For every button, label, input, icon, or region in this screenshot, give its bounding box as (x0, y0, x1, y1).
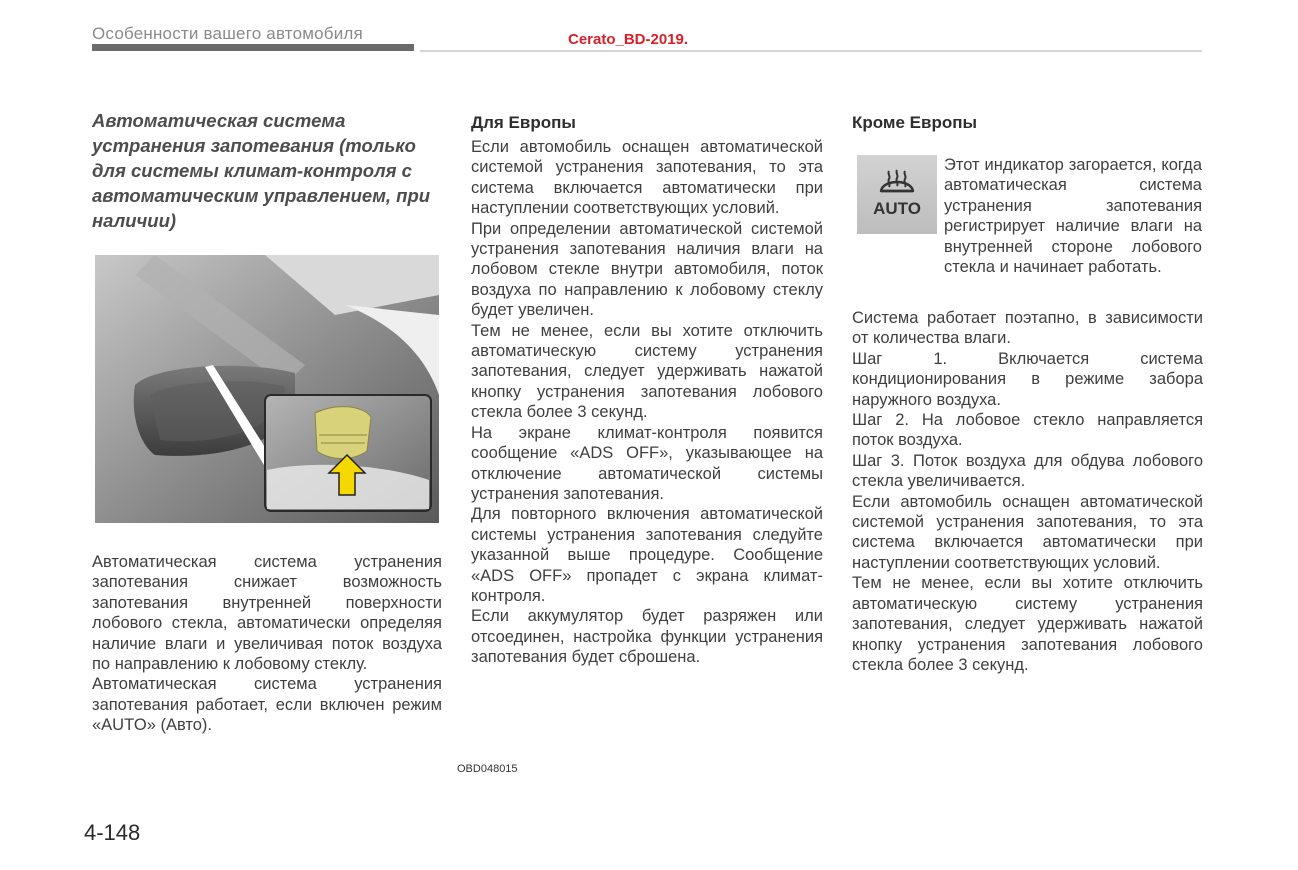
paragraph: Для повторного включения автоматической системы устранения запотевания следуйте указанной выше процедуре. Сообщение «ADS OFF» пропадет с экрана климат-контроля. (471, 505, 823, 605)
document-tag: Cerato_BD-2019. (568, 31, 689, 48)
paragraph: Автоматическая система устранения запотевания работает, если включен режим «AUTO» (Авто). (92, 675, 442, 735)
paragraph: Если автомобиль оснащен автоматической системой устранения запотевания, то эта система включается автоматически при наступлении соответствующих условий. (471, 138, 823, 218)
column3-body (852, 308, 1203, 675)
column3-heading: Кроме Европы (852, 113, 978, 132)
indicator-description (944, 155, 1202, 277)
paragraph: Если аккумулятор будет разряжен или отсоединен, настройка функции устранения запотевания будет сброшена. (471, 607, 823, 667)
column2-body (471, 137, 823, 668)
column2-heading: Для Европы (471, 113, 576, 132)
paragraph: Шаг 3. Поток воздуха для обдува лобового стекла увеличивается. (852, 451, 1203, 491)
header-bar (92, 44, 414, 51)
paragraph: Если автомобиль оснащен автоматической системой устранения запотевания, то эта система включается автоматически при наступлении соответствующих условий. (852, 492, 1203, 572)
paragraph: На экране климат-контроля появится сообщение «ADS OFF», указывающее на отключение автоматической системы устранения запотевания. (471, 423, 823, 503)
figure-code: OBD048015 (453, 763, 522, 775)
paragraph: Этот индикатор загорается, когда автоматическая система устранения запотевания регистрирует наличие влаги на внутренней стороне лобового стекла и начинает работать. (944, 156, 1202, 277)
paragraph: Тем не менее, если вы хотите отключить автоматическую систему устранения запотевания, следует удерживать нажатой кнопку устранения запотевания лобового стекла более 3 секунд. (471, 321, 823, 422)
paragraph: Шаг 1. Включается система кондиционирования в режиме забора наружного воздуха. (852, 349, 1203, 409)
indicator-label: AUTO (873, 199, 921, 218)
auto-defog-indicator (857, 155, 937, 234)
paragraph: При определении автоматической системой устранения запотевания наличия влаги на лобовом стекле внутри автомобиля, поток воздуха по направлению к лобовому стеклу будет увеличен. (471, 219, 823, 320)
column1-body (92, 552, 442, 736)
column1-heading: Автоматическая система устранения запотевания (только для системы климат-контроля с автоматическим управлением, при наличии) (92, 110, 431, 231)
page-number: 4-148 (84, 820, 141, 845)
paragraph: Система работает поэтапно, в зависимости от количества влаги. (852, 309, 1203, 348)
header-rule (420, 50, 1202, 52)
windshield-defrost-icon (857, 155, 937, 199)
paragraph: Автоматическая система устранения запотевания снижает возможность запотевания внутренней поверхности лобового стекла, автоматически определяя наличие влаги и увеличивая поток воздуха по направлению к лобовому стеклу. (92, 553, 442, 674)
paragraph: Шаг 2. На лобовое стекло направляется поток воздуха. (852, 411, 1203, 450)
paragraph: Тем не менее, если вы хотите отключить автоматическую систему устранения запотевания, следует удерживать нажатой кнопку устранения запотевания лобового стекла более 3 секунд. (852, 574, 1203, 674)
section-title: Особенности вашего автомобиля (92, 24, 363, 43)
windshield-sensor-illustration (95, 255, 439, 523)
